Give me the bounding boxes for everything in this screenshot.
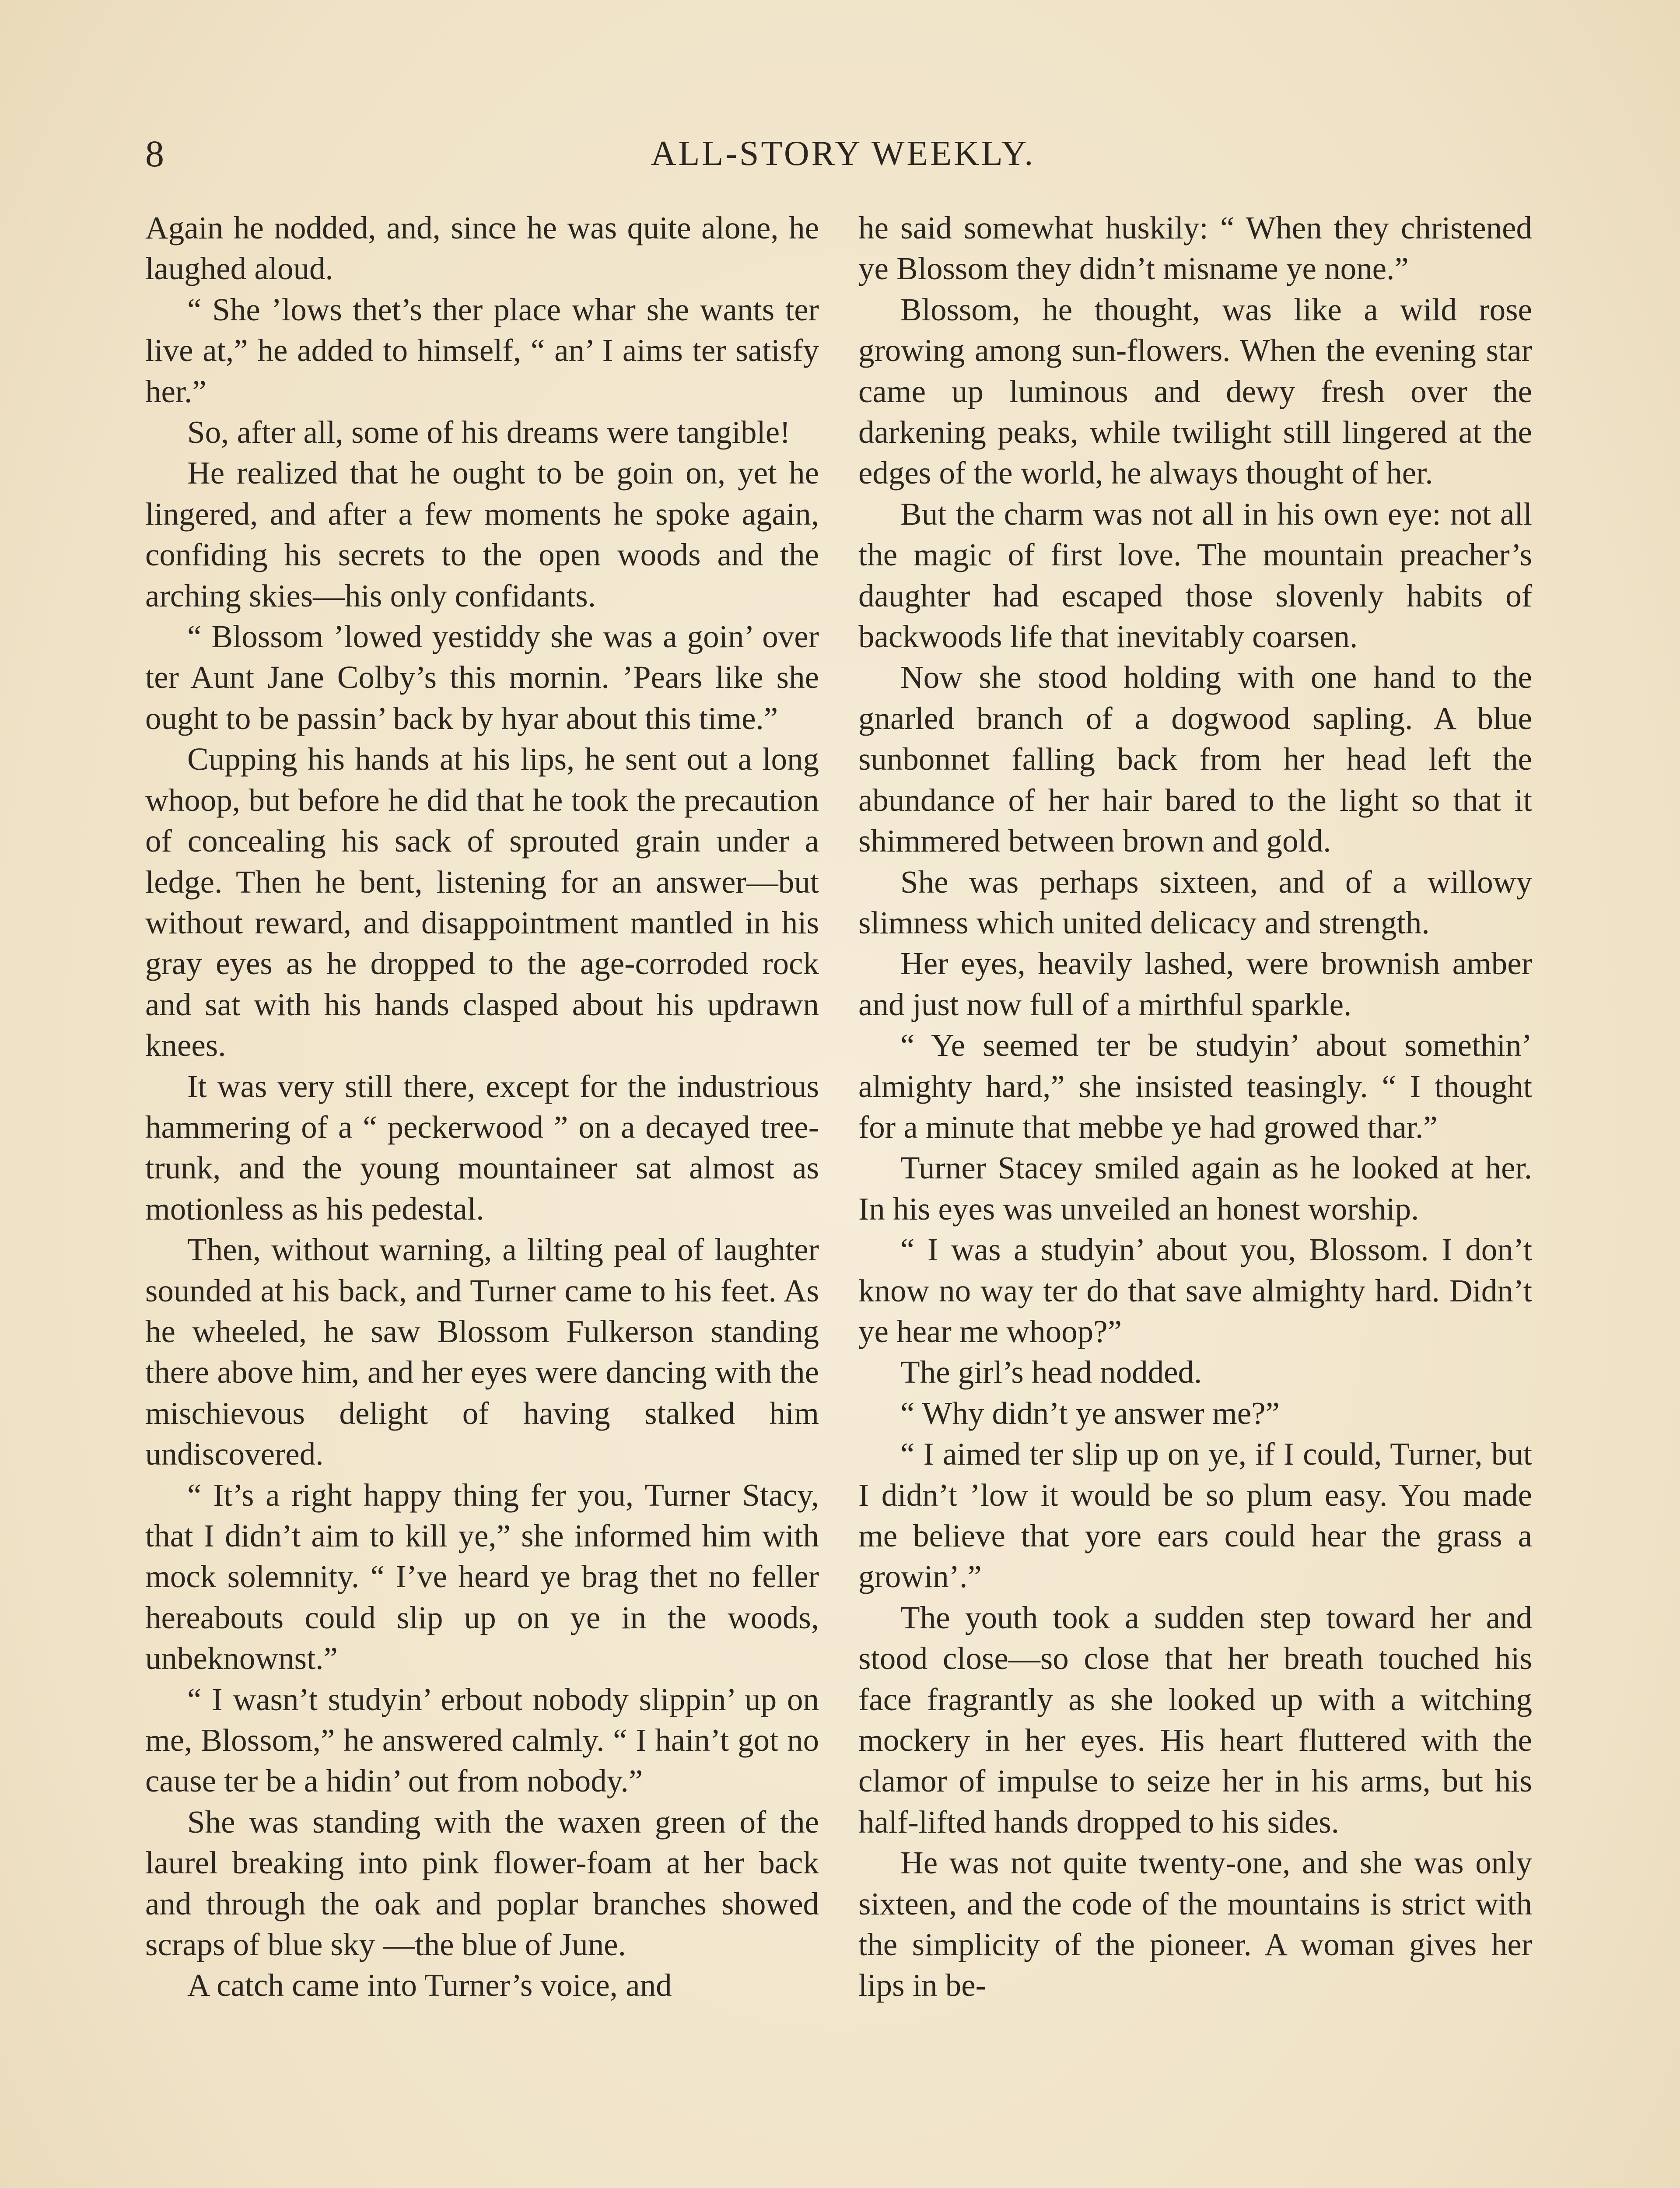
left-column: [145, 207, 819, 2006]
paragraph: The girl’s head nodded.: [900, 1354, 1202, 1390]
paragraph: “ Ye seemed ter be studyin’ about somethin’ almighty hard,” she insisted teasingly. “ I thought for a minute that mebbe ye had growed thar.”: [858, 1027, 1532, 1145]
paragraph: he said somewhat huskily: “ When they christened ye Blossom they didn’t misname ye none.”: [858, 210, 1532, 287]
paragraph: Then, without warning, a lilting peal of laughter sounded at his back, and Turner came to his feet. As he wheeled, he saw Blossom Fulkerson standing there above him, and her eyes were dancing with the mischievous delight of having stalked him undiscovered.: [145, 1232, 819, 1472]
paragraph: “ I aimed ter slip up on ye, if I could, Turner, but I didn’t ’low it would be so plum easy. You made me believe that yore ears could hear the grass a growin’.”: [858, 1436, 1532, 1595]
paragraph: “ She ’lows thet’s ther place whar she wants ter live at,” he added to himself, “ an’ I aims ter satisfy her.”: [145, 291, 819, 409]
paragraph: Now she stood holding with one hand to the gnarled branch of a dogwood sapling. A blue sunbonnet falling back from her head left the abundance of her hair bared to the light so that it shimmered between brown and gold.: [858, 659, 1532, 859]
paragraph: She was standing with the waxen green of the laurel breaking into pink flower-foam at her back and through the oak and poplar branches showed scraps of blue sky —the blue of June.: [145, 1804, 819, 1963]
paragraph: Her eyes, heavily lashed, were brownish amber and just now full of a mirthful sparkle.: [858, 946, 1532, 1022]
page-number: 8: [145, 133, 165, 175]
paragraph: So, after all, some of his dreams were tangible!: [187, 414, 791, 450]
paragraph: He realized that he ought to be goin on, yet he lingered, and after a few moments he spoke again, confiding his secrets to the open woods and the arching skies—his only confidants.: [145, 455, 819, 614]
paragraph: “ It’s a right happy thing fer you, Turner Stacy, that I didn’t aim to kill ye,” she informed him with mock solemnity. “ I’ve heard ye brag thet no feller hereabouts could slip up on ye in the woods, unbeknownst.”: [145, 1477, 819, 1676]
paragraph: Again he nodded, and, since he was quite alone, he laughed aloud.: [145, 210, 819, 287]
paragraph: Turner Stacey smiled again as he looked at her. In his eyes was unveiled an honest worship.: [858, 1150, 1532, 1227]
paragraph: She was perhaps sixteen, and of a willowy slimness which united delicacy and strength.: [858, 864, 1532, 940]
paragraph: The youth took a sudden step toward her and stood close—so close that her breath touched his face fragrantly as she looked up with a witching mockery in her eyes. His heart fluttered with the clamor of impulse to seize her in his arms, but his half-lifted hands dropped to his sides.: [858, 1599, 1532, 1840]
paragraph: A catch came into Turner’s voice, and: [187, 1967, 672, 2003]
paragraph: It was very still there, except for the industrious hammering of a “ peckerwood ” on a decayed tree-trunk, and the young mountaineer sat almost as motionless as his pedestal.: [145, 1068, 819, 1227]
paragraph: Blossom, he thought, was like a wild rose growing among sun-flowers. When the evening star came up luminous and dewy fresh over the darkening peaks, while twilight still lingered at the edges of the world, he always thought of her.: [858, 291, 1532, 491]
paragraph: “ Blossom ’lowed yestiddy she was a goin’ over ter Aunt Jane Colby’s this mornin. ’Pears like she ought to be passin’ back by hyar about this time.”: [145, 619, 819, 736]
page-header: [145, 130, 1541, 178]
paragraph: But the charm was not all in his own eye: not all the magic of first love. The mountain preacher’s daughter had escaped those slovenly habits of backwoods life that inevitably coarsen.: [858, 496, 1532, 655]
paragraph: Cupping his hands at his lips, he sent out a long whoop, but before he did that he took the precaution of concealing his sack of sprouted grain under a ledge. Then he bent, listening for an answer—but without reward, and disappointment mantled in his gray eyes as he dropped to the age-corroded rock and sat with his hands clasped about his updrawn knees.: [145, 741, 819, 1063]
paragraph: “ I was a studyin’ about you, Blossom. I don’t know no way ter do that save almighty hard. Didn’t ye hear me whoop?”: [858, 1232, 1532, 1349]
running-title: ALL-STORY WEEKLY.: [651, 134, 1036, 173]
paragraph: “ Why didn’t ye answer me?”: [900, 1395, 1280, 1431]
paragraph: He was not quite twenty-one, and she was only sixteen, and the code of the mountains is strict with the simplicity of the pioneer. A woman gives her lips in be-: [858, 1845, 1532, 2003]
right-column: [858, 207, 1532, 2006]
paragraph: “ I wasn’t studyin’ erbout nobody slippin’ up on me, Blossom,” he answered calmly. “ I hain’t got no cause ter be a hidin’ out from nobody.”: [145, 1681, 819, 1799]
